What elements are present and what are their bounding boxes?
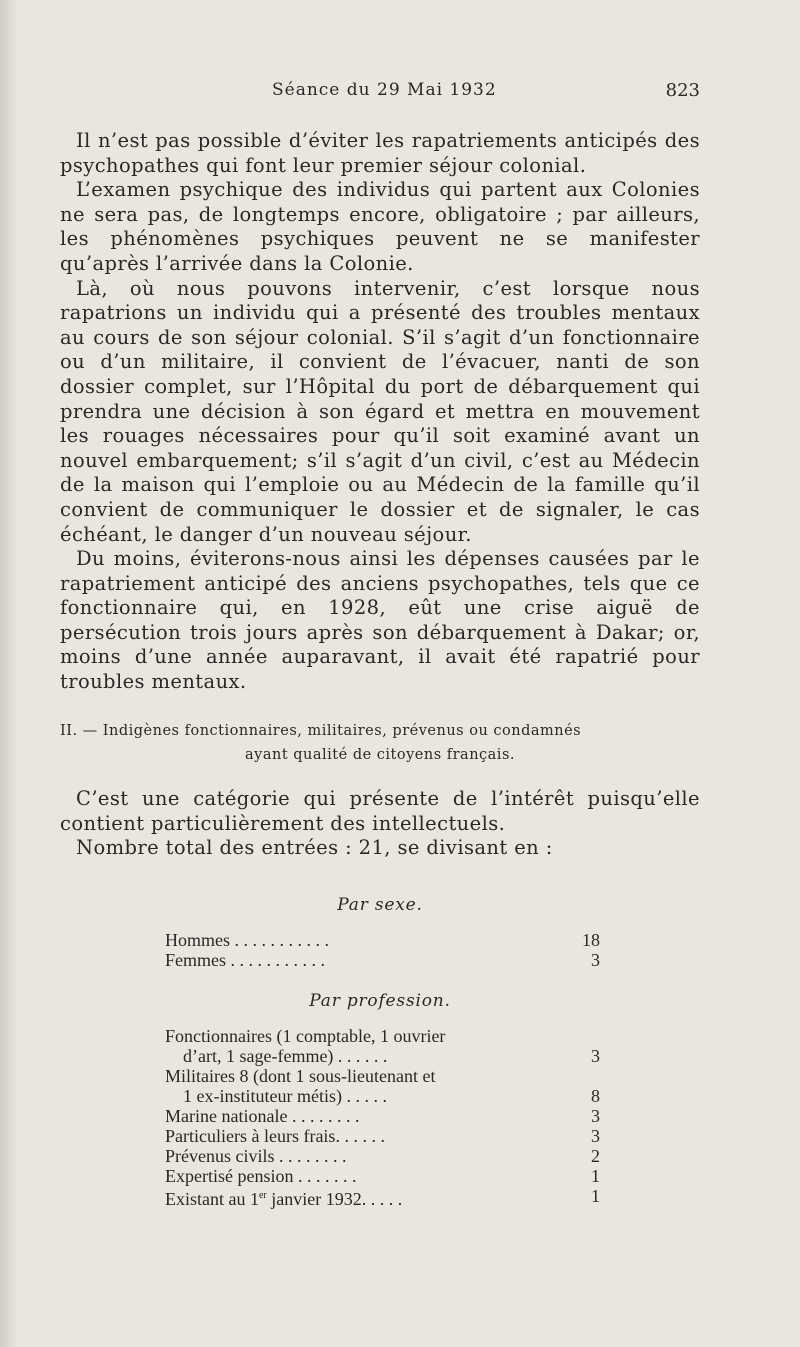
list-item	[165, 1086, 600, 1106]
paragraph: Il n’est pas possible d’éviter les rapatriements anticipés des psychopathes qui font leur premier séjour colonial.	[60, 129, 700, 177]
by-profession-list	[165, 1026, 600, 1209]
paragraph: Nombre total des entrées : 21, se divisant en :	[76, 836, 553, 860]
item-value: 3	[591, 1046, 600, 1066]
item-value: 2	[591, 1146, 600, 1166]
list-item	[165, 1106, 600, 1126]
section-heading	[60, 719, 700, 767]
item-label: Fonctionnaires (1 comptable, 1 ouvrier	[165, 1026, 446, 1046]
list-item	[165, 1026, 600, 1046]
item-label: Femmes . . . . . . . . . . .	[165, 950, 325, 970]
list-item	[165, 1146, 600, 1166]
item-value: 1	[591, 1186, 600, 1206]
item-label-text: Existant au 1	[165, 1189, 259, 1209]
list-item	[165, 1166, 600, 1186]
paragraph: C’est une catégorie qui présente de l’intérêt puisqu’elle contient particulièrement des intellectuels.	[60, 787, 700, 835]
item-value: 8	[591, 1086, 600, 1106]
item-value: 1	[591, 1166, 600, 1186]
by-profession-title: Par profession.	[309, 991, 451, 1011]
item-label: d’art, 1 sage-femme) . . . . . .	[183, 1046, 388, 1066]
item-value: 18	[582, 930, 600, 950]
page-header	[60, 80, 700, 108]
list-item	[165, 1066, 600, 1086]
by-sex-list	[165, 930, 600, 970]
item-label: Particuliers à leurs frais. . . . . .	[165, 1126, 385, 1146]
list-item	[165, 1126, 600, 1146]
item-label: Expertisé pension . . . . . . .	[165, 1166, 357, 1186]
paragraph: Du moins, éviterons-nous ainsi les dépenses causées par le rapatriement anticipé des anciens psychopathes, tels que ce fonctionnaire qui, en 1928, eût une crise aiguë de persécution trois jours après son débarquement à Dakar; or, moins d’une année auparavant, il avait été rapatrié pour troubles mentaux.	[60, 547, 700, 694]
item-value: 3	[591, 950, 600, 970]
list-item	[165, 1046, 600, 1066]
list-item	[165, 930, 600, 950]
item-label: Hommes . . . . . . . . . . .	[165, 930, 329, 950]
body-text	[60, 129, 700, 695]
paragraph: Là, où nous pouvons intervenir, c’est lorsque nous rapatrions un individu qui a présenté des troubles mentaux au cours de son séjour colonial. S’il s’agit d’un fonctionnaire ou d’un militaire, il convient de l’évacuer, nanti de son dossier complet, sur l’Hôpital du port de débarquement qui prendra une décision à son égard et mettra en mouvement les rouages nécessaires pour qu’il soit examiné avant un nouvel embarquement; s’il s’agit d’un civil, c’est au Médecin de la maison qui l’emploie ou au Médecin de la famille qu’il convient de communiquer le dossier et de signaler, le cas échéant, le danger d’un nouveau séjour.	[60, 276, 700, 546]
item-label: Prévenus civils . . . . . . . .	[165, 1146, 347, 1166]
item-label-text: janvier 1932. . . . .	[266, 1189, 403, 1209]
ordinal-suffix: er	[258, 1190, 267, 1201]
item-label: 1 ex-instituteur métis) . . . . .	[183, 1086, 387, 1106]
by-sex-title: Par sexe.	[337, 895, 423, 915]
item-label	[165, 1186, 402, 1209]
list-item	[165, 950, 600, 970]
item-value: 3	[591, 1126, 600, 1146]
page-number: 823	[665, 80, 700, 101]
section-heading-line1: II. — Indigènes fonctionnaires, militaires, prévenus ou condamnés	[60, 723, 582, 739]
item-label: Marine nationale . . . . . . . .	[165, 1106, 360, 1126]
item-value: 3	[591, 1106, 600, 1126]
paragraph: L’examen psychique des individus qui partent aux Colonies ne sera pas, de longtemps encore, obligatoire ; par ailleurs, les phénomènes psychiques peuvent ne se manifester qu’après l’arrivée dans la Colonie.	[60, 178, 700, 275]
running-head: Séance du 29 Mai 1932	[272, 80, 497, 100]
page-gutter	[0, 0, 18, 1347]
item-label: Militaires 8 (dont 1 sous-lieutenant et	[165, 1066, 436, 1086]
section-text	[60, 787, 700, 861]
list-item	[165, 1186, 600, 1209]
section-heading-line2: ayant qualité de citoyens français.	[245, 747, 515, 763]
